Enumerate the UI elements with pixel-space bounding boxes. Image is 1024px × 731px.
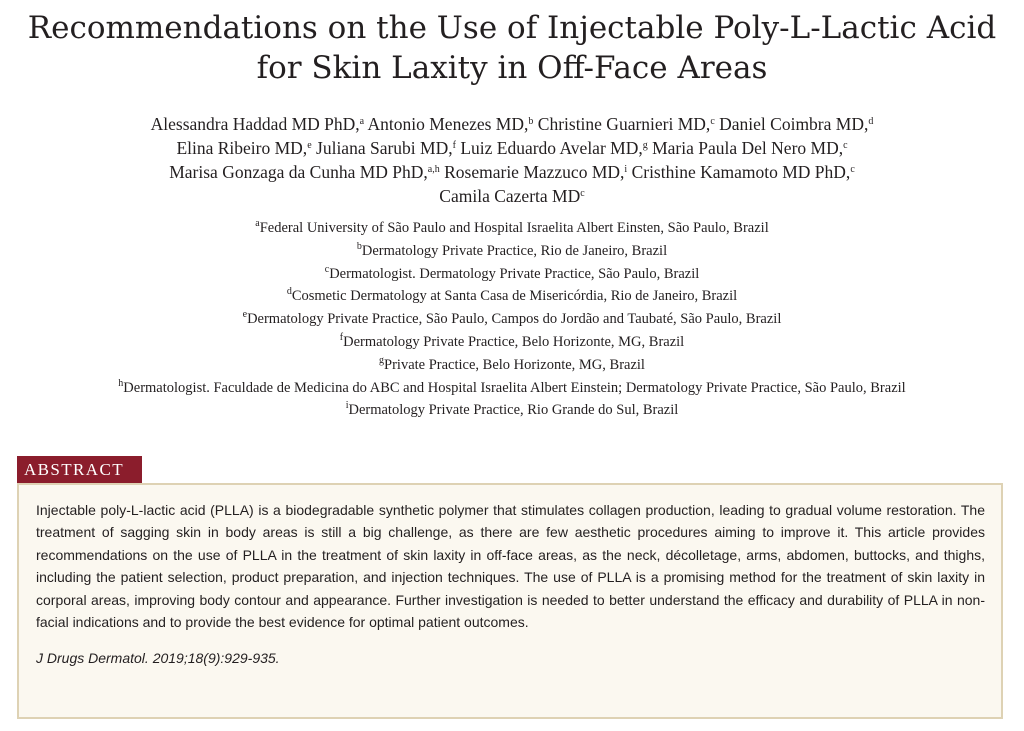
author-name: Cristhine Kamamoto MD PhD, bbox=[627, 162, 851, 182]
affiliation-text: Cosmetic Dermatology at Santa Casa de Misericórdia, Rio de Janeiro, Brazil bbox=[291, 288, 738, 305]
author-name: Christine Guarnieri MD, bbox=[533, 114, 711, 134]
author-affiliation-mark: c bbox=[710, 116, 715, 127]
author-affiliation-mark: g bbox=[642, 140, 648, 151]
author-affiliation-mark: a bbox=[359, 116, 365, 127]
abstract-box bbox=[17, 483, 1003, 719]
affiliation-item bbox=[0, 285, 1024, 308]
author-affiliation-mark: f bbox=[452, 140, 456, 151]
author-affiliation-mark: i bbox=[624, 164, 628, 175]
author-line bbox=[0, 160, 1024, 184]
paper-title bbox=[0, 8, 1024, 88]
author-affiliation-mark: c bbox=[850, 164, 855, 175]
title-line-1: Recommendations on the Use of Injectable Poly-L-Lactic Acid bbox=[27, 10, 997, 46]
author-line bbox=[0, 112, 1024, 136]
abstract-heading: ABSTRACT bbox=[17, 456, 142, 483]
affiliation-mark: g bbox=[379, 354, 385, 366]
author-line bbox=[0, 136, 1024, 160]
affiliation-item bbox=[0, 263, 1024, 286]
affiliation-item bbox=[0, 240, 1024, 263]
author-name: Antonio Menezes MD, bbox=[364, 114, 529, 134]
author-name: Luiz Eduardo Avelar MD, bbox=[455, 138, 643, 158]
affiliation-mark: b bbox=[356, 240, 362, 252]
affiliation-text: Dermatologist. Dermatology Private Practice, São Paulo, Brazil bbox=[329, 265, 700, 282]
author-name: Alessandra Haddad MD PhD, bbox=[150, 114, 360, 134]
author-affiliation-mark: b bbox=[528, 116, 534, 127]
author-name: Daniel Coimbra MD, bbox=[714, 114, 869, 134]
affiliation-item bbox=[0, 377, 1024, 400]
affiliation-text: Dermatology Private Practice, Rio Grande do Sul, Brazil bbox=[348, 402, 679, 419]
author-affiliation-mark: d bbox=[868, 116, 874, 127]
author-name: Marisa Gonzaga da Cunha MD PhD, bbox=[169, 162, 428, 182]
author-name: Maria Paula Del Nero MD, bbox=[647, 138, 844, 158]
author-list bbox=[0, 112, 1024, 208]
author-line bbox=[0, 184, 1024, 208]
author-affiliation-mark: a,h bbox=[427, 164, 440, 175]
affiliation-item bbox=[0, 399, 1024, 422]
affiliation-item bbox=[0, 331, 1024, 354]
author-name: Juliana Sarubi MD, bbox=[311, 138, 453, 158]
abstract-text: Injectable poly-L-lactic acid (PLLA) is a biodegradable synthetic polymer that stimulates collagen production, leading to gradual volume restoration. The treatment of sagging skin in body areas is still a big challenge, as there are few aesthetic procedures aiming to improve it. This article provides recommendations on the use of PLLA in the treatment of skin laxity in off-face areas, as the neck, décolletage, arms, abdomen, buttocks, and thighs, including the patient selection, product preparation, and injection techniques. The use of PLLA is a promising method for the treatment of skin laxity in corporal areas, improving body contour and appearance. Further investigation is needed to better understand the efficacy and durability of PLLA in non-facial indications and to provide the best evidence for optimal patient outcomes. bbox=[36, 502, 985, 631]
author-name: Rosemarie Mazzuco MD, bbox=[439, 162, 625, 182]
affiliation-text: Private Practice, Belo Horizonte, MG, Brazil bbox=[384, 356, 645, 373]
affiliation-mark: i bbox=[345, 400, 349, 412]
affiliation-list bbox=[0, 217, 1024, 422]
affiliation-item bbox=[0, 354, 1024, 377]
affiliation-item bbox=[0, 217, 1024, 240]
affiliation-text: Federal University of São Paulo and Hospital Israelita Albert Einsten, São Paulo, Brazil bbox=[259, 220, 769, 236]
affiliation-text: Dermatology Private Practice, Belo Horizonte, MG, Brazil bbox=[343, 333, 685, 350]
author-affiliation-mark: e bbox=[307, 140, 312, 151]
author-affiliation-mark: c bbox=[580, 188, 585, 199]
title-line-2: for Skin Laxity in Off-Face Areas bbox=[256, 50, 768, 86]
author-name: Camila Cazerta MD bbox=[439, 186, 581, 206]
affiliation-mark: d bbox=[286, 286, 292, 298]
affiliation-mark: h bbox=[118, 377, 124, 389]
affiliation-text: Dermatologist. Faculdade de Medicina do ABC and Hospital Israelita Albert Einstein; Dermatology Private Practice, São Paulo, Brazil bbox=[123, 379, 906, 396]
affiliation-mark: a bbox=[255, 218, 260, 229]
affiliation-mark: e bbox=[242, 309, 248, 321]
affiliation-mark: c bbox=[324, 263, 330, 275]
affiliation-text: Dermatology Private Practice, Rio de Janeiro, Brazil bbox=[361, 242, 668, 259]
affiliation-mark: f bbox=[339, 331, 344, 343]
journal-citation: J Drugs Dermatol. 2019;18(9):929-935. bbox=[36, 650, 280, 667]
author-affiliation-mark: c bbox=[843, 140, 848, 151]
affiliation-text: Dermatology Private Practice, São Paulo, Campos do Jordão and Taubaté, São Paulo, Brazil bbox=[247, 311, 782, 328]
affiliation-item bbox=[0, 308, 1024, 331]
author-name: Elina Ribeiro MD, bbox=[176, 138, 308, 158]
